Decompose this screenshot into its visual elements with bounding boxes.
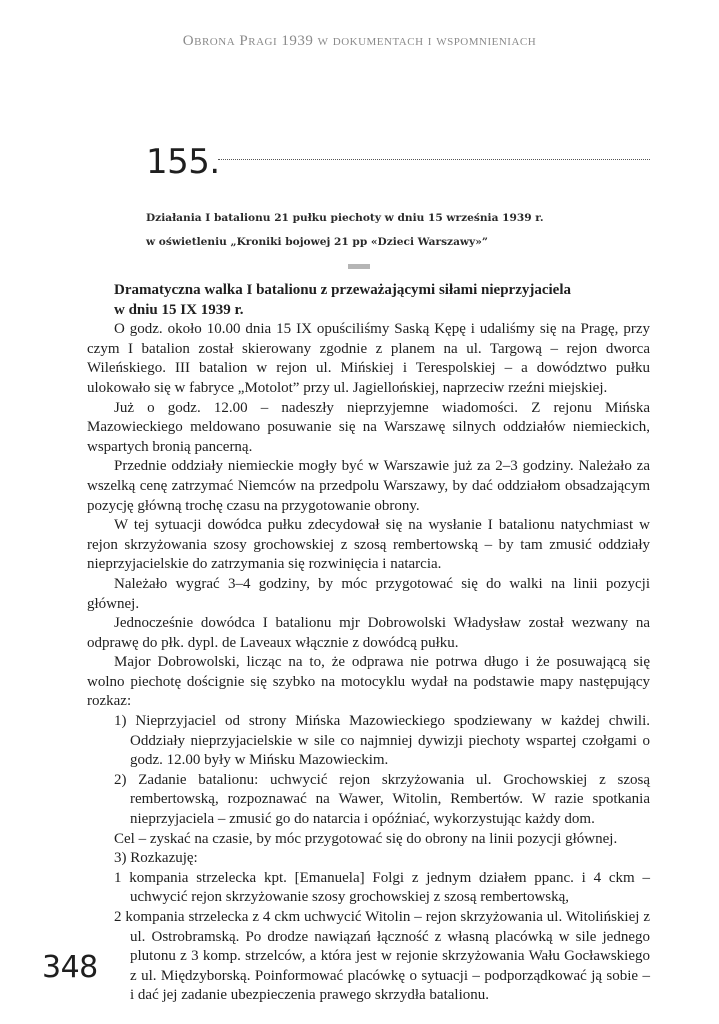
body-text <box>87 281 650 1006</box>
subheading-line-1: Dramatyczna walka I batalionu z przeważającymi siłami nieprzyjaciela <box>114 282 572 298</box>
orders-list <box>87 712 650 1006</box>
paragraph: Już o godz. 12.00 – nadeszły nieprzyjemne wiadomości. Z rejonu Mińska Mazowieckiego meldowano posuwanie się na Warszawę silnych oddziałów niemieckich, wspartych bronią pancerną. <box>87 399 650 455</box>
order-item: 1) Nieprzyjaciel od strony Mińska Mazowieckiego spodziewany w każdej chwili. Oddziały nieprzyjacielskie w sile co najmniej dywizji piechoty wspartej czołgami o godz. 12.00 były w Mińsku Mazowieckim. <box>114 713 650 769</box>
document-title-line-1: Działania I batalionu 21 pułku piechoty w dniu 15 września 1939 r. <box>146 212 544 224</box>
separator-bar <box>348 264 370 269</box>
subheading-line-2: w dniu 15 IX 1939 r. <box>114 301 244 318</box>
order-item: 3) Rozkazuję: <box>114 850 198 867</box>
document-title-line-2: w oświetleniu „Kroniki bojowej 21 pp «Dzieci Warszawy»” <box>146 236 488 248</box>
order-item: Cel – zyskać na czasie, by móc przygotować się do obrony na linii pozycji głównej. <box>114 830 618 847</box>
page-number: 348 <box>42 950 98 985</box>
document-title <box>146 206 666 254</box>
order-item: 2) Zadanie batalionu: uchwycić rejon skrzyżowania ul. Grochowskiej z szosą rembertowską, rozpoznawać na Wawer, Witolin, Rembertów. W razie spotkania nieprzyjaciela – zmusić go do natarcia i opóźniać, wykorzystując każdy dom. <box>114 771 650 828</box>
document-number-row <box>146 142 650 182</box>
paragraph: Należało wygrać 3–4 godziny, by móc przygotować się do walki na linii pozycji głównej. <box>87 575 650 612</box>
paragraph: O godz. około 10.00 dnia 15 IX opuściliśmy Saską Kępę i udaliśmy się na Pragę, przy czym I batalion został skierowany zgodnie z planem na ul. Targową – rejon dworca Wileńskiego. III batalion w rejon ul. Mińskiej i Terespolskiej – a dowództwo pułku ulokowało się w fabryce „Motolot” przy ul. Jagiellońskiej, naprzeciw rzeźni miejskiej. <box>87 321 650 396</box>
document-number: 155. <box>146 142 220 182</box>
section-subheading <box>87 281 650 320</box>
order-item: 1 kompania strzelecka kpt. [Emanuela] Folgi z jednym działem ppanc. i 4 ckm – uchwycić rejon skrzyżowanie szosy grochowskiej z szosą rembertowską, <box>114 869 650 906</box>
paragraph: Major Dobrowolski, licząc na to, że odprawa nie potrwa długo i że posuwającą się wolno piechotę doścignie się szybko na motocyklu wydał na podstawie mapy następujący rozkaz: <box>87 654 650 710</box>
paragraph: Przednie oddziały niemieckie mogły być w Warszawie już za 2–3 godziny. Należało za wszelką cenę zatrzymać Niemców na przedpolu Warszawy, by dać oddziałom obsadzającym pozycję główną trochę czasu na przygotowanie obrony. <box>87 458 650 514</box>
dotted-leader <box>218 159 650 160</box>
running-header: Obrona Pragi 1939 w dokumentach i wspomnieniach <box>182 33 537 49</box>
paragraph: W tej sytuacji dowódca pułku zdecydował się na wysłanie I batalionu natychmiast w rejon skrzyżowania szosy grochowskiej z szosą rembertowską – by tam zmusić oddziały nieprzyjacielskie do zatrzymania się rozwinięcia i natarcia. <box>87 517 650 573</box>
order-item: 2 kompania strzelecka z 4 ckm uchwycić Witolin – rejon skrzyżowania ul. Witolińskiej z ul. Ostrobramską. Po drodze nawiązań łączność z własną placówką w sile jednego plutonu z 3 komp. strzelców, a która jest w rejonie skrzyżowania Wału Gocławskiego z ul. Międzyborską. Poinformować placówkę o sytuacji – podporządkować ją sobie – i dać jej zadanie ubezpieczenia prawego skrzydła batalionu. <box>114 909 650 1004</box>
paragraph: Jednocześnie dowódca I batalionu mjr Dobrowolski Władysław został wezwany na odprawę do płk. dypl. de Laveaux włącznie z dowódcą pułku. <box>87 615 650 651</box>
